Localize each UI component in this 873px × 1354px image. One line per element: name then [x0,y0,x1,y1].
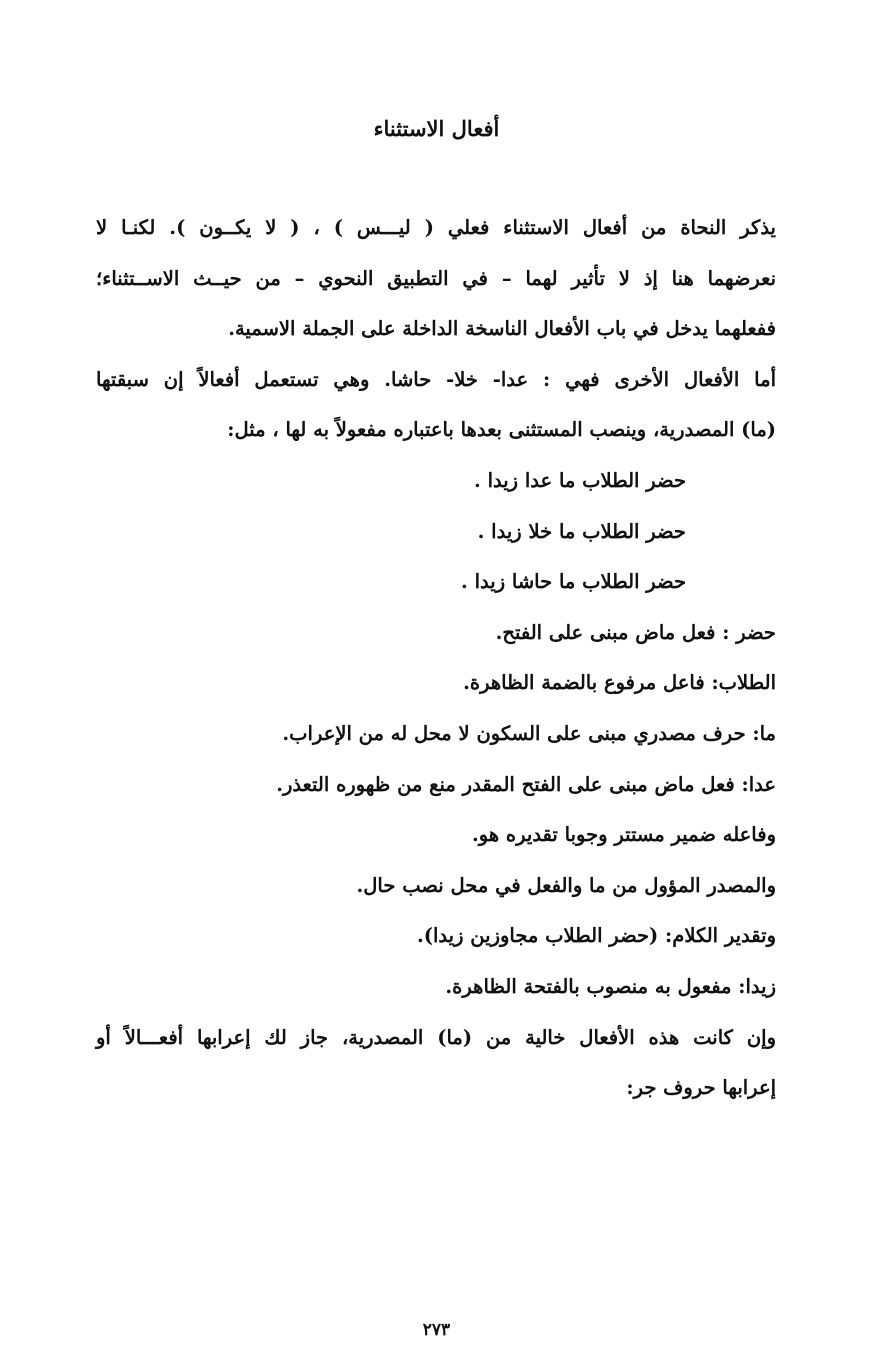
paragraph-line: ففعلهما يدخل في باب الأفعال الناسخة الداخلة على الجملة الاسمية. [228,317,776,341]
parsing-line: حضر : فعل ماض مبنى على الفتح. [495,620,776,644]
page-number: ٢٧٣ [422,1320,451,1340]
parsing-line: الطلاب: فاعل مرفوع بالضمة الظاهرة. [463,671,776,695]
example-sentence: حضر الطلاب ما خلا زيدا . [477,519,686,543]
paragraph-line: إعرابها حروف جر: [626,1076,776,1100]
parsing-line: وفاعله ضمير مستتر وجوبا تقديره هو. [471,823,776,847]
paragraph-line: (ما) المصدرية، وينصب المستثنى بعدها باعتباره مفعولاً به لها ، مثل: [227,418,776,442]
example-sentence: حضر الطلاب ما عدا زيدا . [474,468,686,492]
paragraph-line: أما الأفعال الأخرى فهي : عدا- خلا- حاشا. وهي تستعمل أفعالاً إن سبقتها [96,367,776,391]
parsing-line: وتقدير الكلام: (حضر الطلاب مجاوزين زيدا). [417,924,776,948]
parsing-line: زيدا: مفعول به منصوب بالفتحة الظاهرة. [445,974,776,998]
example-sentence: حضر الطلاب ما حاشا زيدا . [461,570,686,594]
paragraph-line: وإن كانت هذه الأفعال خالية من (ما) المصدرية، جاز لك إعرابها أفعـــالاً أو [96,1025,776,1049]
paragraph-line: نعرضهما هنا إذ لا تأثير لهما – في التطبيق النحوي – من حيــث الاســتثناء؛ [96,266,776,290]
parsing-line: والمصدر المؤول من ما والفعل في محل نصب حال. [356,873,776,897]
body-text [96,203,776,1114]
page-title: أفعال الاستثناء [373,116,500,141]
parsing-line: ما: حرف مصدري مبنى على السكون لا محل له من الإعراب. [282,721,776,745]
parsing-line: عدا: فعل ماض مبنى على الفتح المقدر منع من ظهوره التعذر. [276,772,776,796]
paragraph-line: يذكر النحاة من أفعال الاستثناء فعلي ( ليـــس ) ، ( لا يكــون ). لكنـا لا [96,216,776,239]
